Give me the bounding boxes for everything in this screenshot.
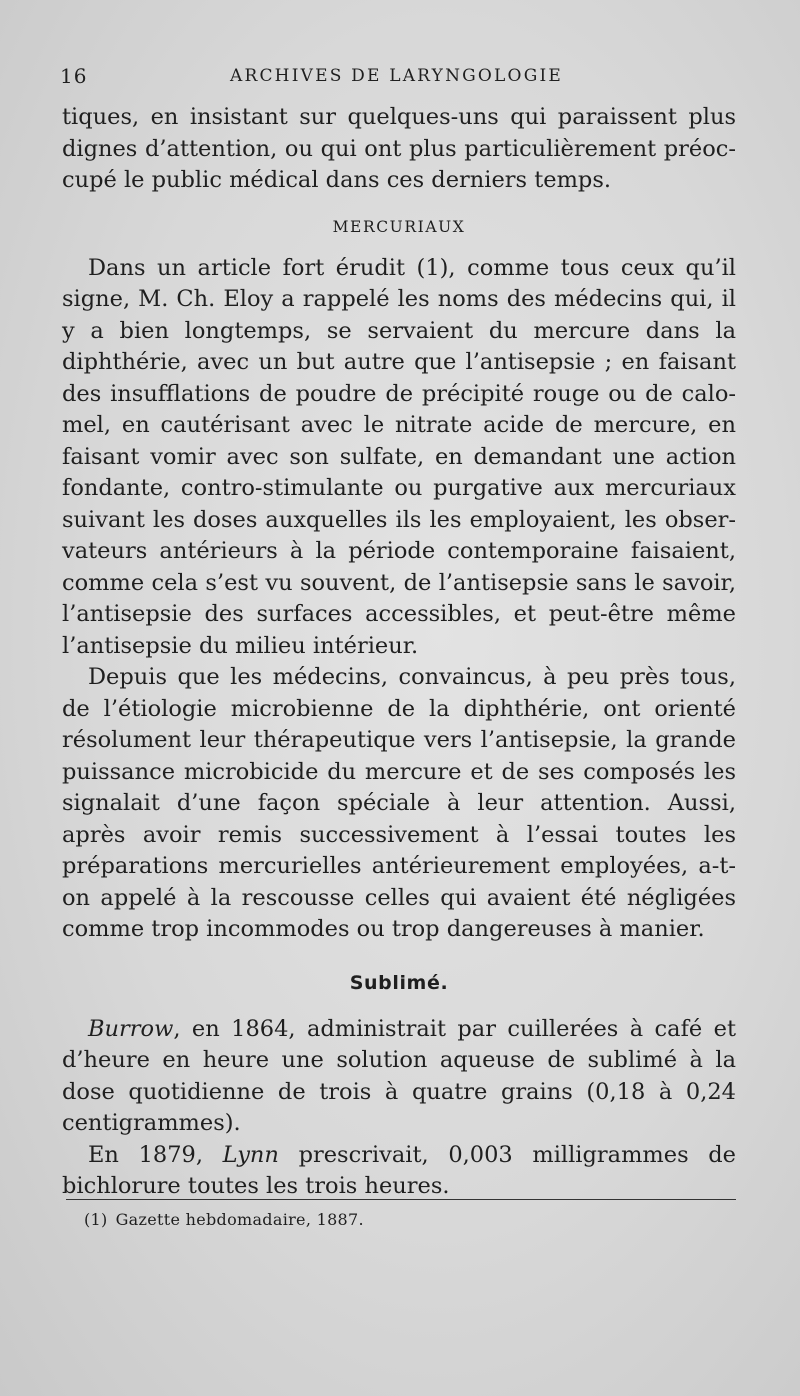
page-number: 16 <box>60 64 88 88</box>
footnote-divider <box>66 1199 736 1200</box>
journal-title: ARCHIVES DE LARYNGOLOGIE <box>230 66 563 86</box>
paragraph-etiologie: Depuis que les médecins, convaincus, à peu près tous, de l’étiologie microbienne de la diphthérie, ont orienté résolument leur thérapeutique vers l’antisepsie, la grande puissance microbicide du mercure et de ses composés les signalait d’une façon spéciale à leur attention. Aussi, après avoir remis successivement à l’essai toutes les préparations mercurielles antérieurement employées, a-t-on appelé à la rescousse celles qui avaient été négligées comme trop incommodes ou trop dangereuses à manier. <box>62 664 736 942</box>
author-name: Burrow <box>88 1015 174 1042</box>
running-head <box>60 64 740 90</box>
footnote <box>84 1210 364 1229</box>
page-body <box>62 102 736 1203</box>
footnote-text: Gazette hebdomadaire, 1887. <box>115 1210 364 1229</box>
paragraph-lead: En 1879, <box>88 1141 223 1168</box>
intro-paragraph: tiques, en insistant sur quelques-uns qui paraissent plus dignes d’attention, ou qui ont plus particulièrement préoccupé le public médical dans ces derniers temps. <box>62 104 736 193</box>
paragraph-text: prescrivait, 0,003 milligrammes de bichlorure toutes les trois heures. <box>62 1141 736 1199</box>
paragraph-lynn <box>62 1140 736 1203</box>
paragraph-eloy: Dans un article fort érudit (1), comme tous ceux qu’il signe, M. Ch. Eloy a rappelé les noms des médecins qui, il y a bien longtemps, se servaient du mercure dans la diphthérie, avec un but autre que l’antisepsie ; en faisant des insufflations de poudre de précipité rouge ou de calomel, en cautérisant avec le nitrate acide de mercure, en faisant vomir avec son sulfate, en demandant une action fondante, contro-stimulante ou purgative aux mercuriaux suivant les doses auxquelles ils les employaient, les observateurs antérieurs à la période contemporaine faisaient, comme cela s’est vu souvent, de l’antisepsie sans le savoir, l’antisepsie des surfaces accessibles, et peut-être même l’antisepsie du milieu intérieur. <box>62 254 736 659</box>
paragraph-text: , en 1864, administrait par cuillerées à café et d’heure en heure une solution aqueuse de sublimé à la dose quotidienne de trois à quatre grains (0,18 à 0,24 centigrammes). <box>62 1015 736 1136</box>
footnote-marker: (1) <box>84 1210 108 1229</box>
section-heading: MERCURIAUX <box>332 217 466 236</box>
paragraph-burrow <box>62 1014 736 1140</box>
subheading-sublime: Sublimé. <box>349 971 449 994</box>
author-name: Lynn <box>222 1141 279 1168</box>
